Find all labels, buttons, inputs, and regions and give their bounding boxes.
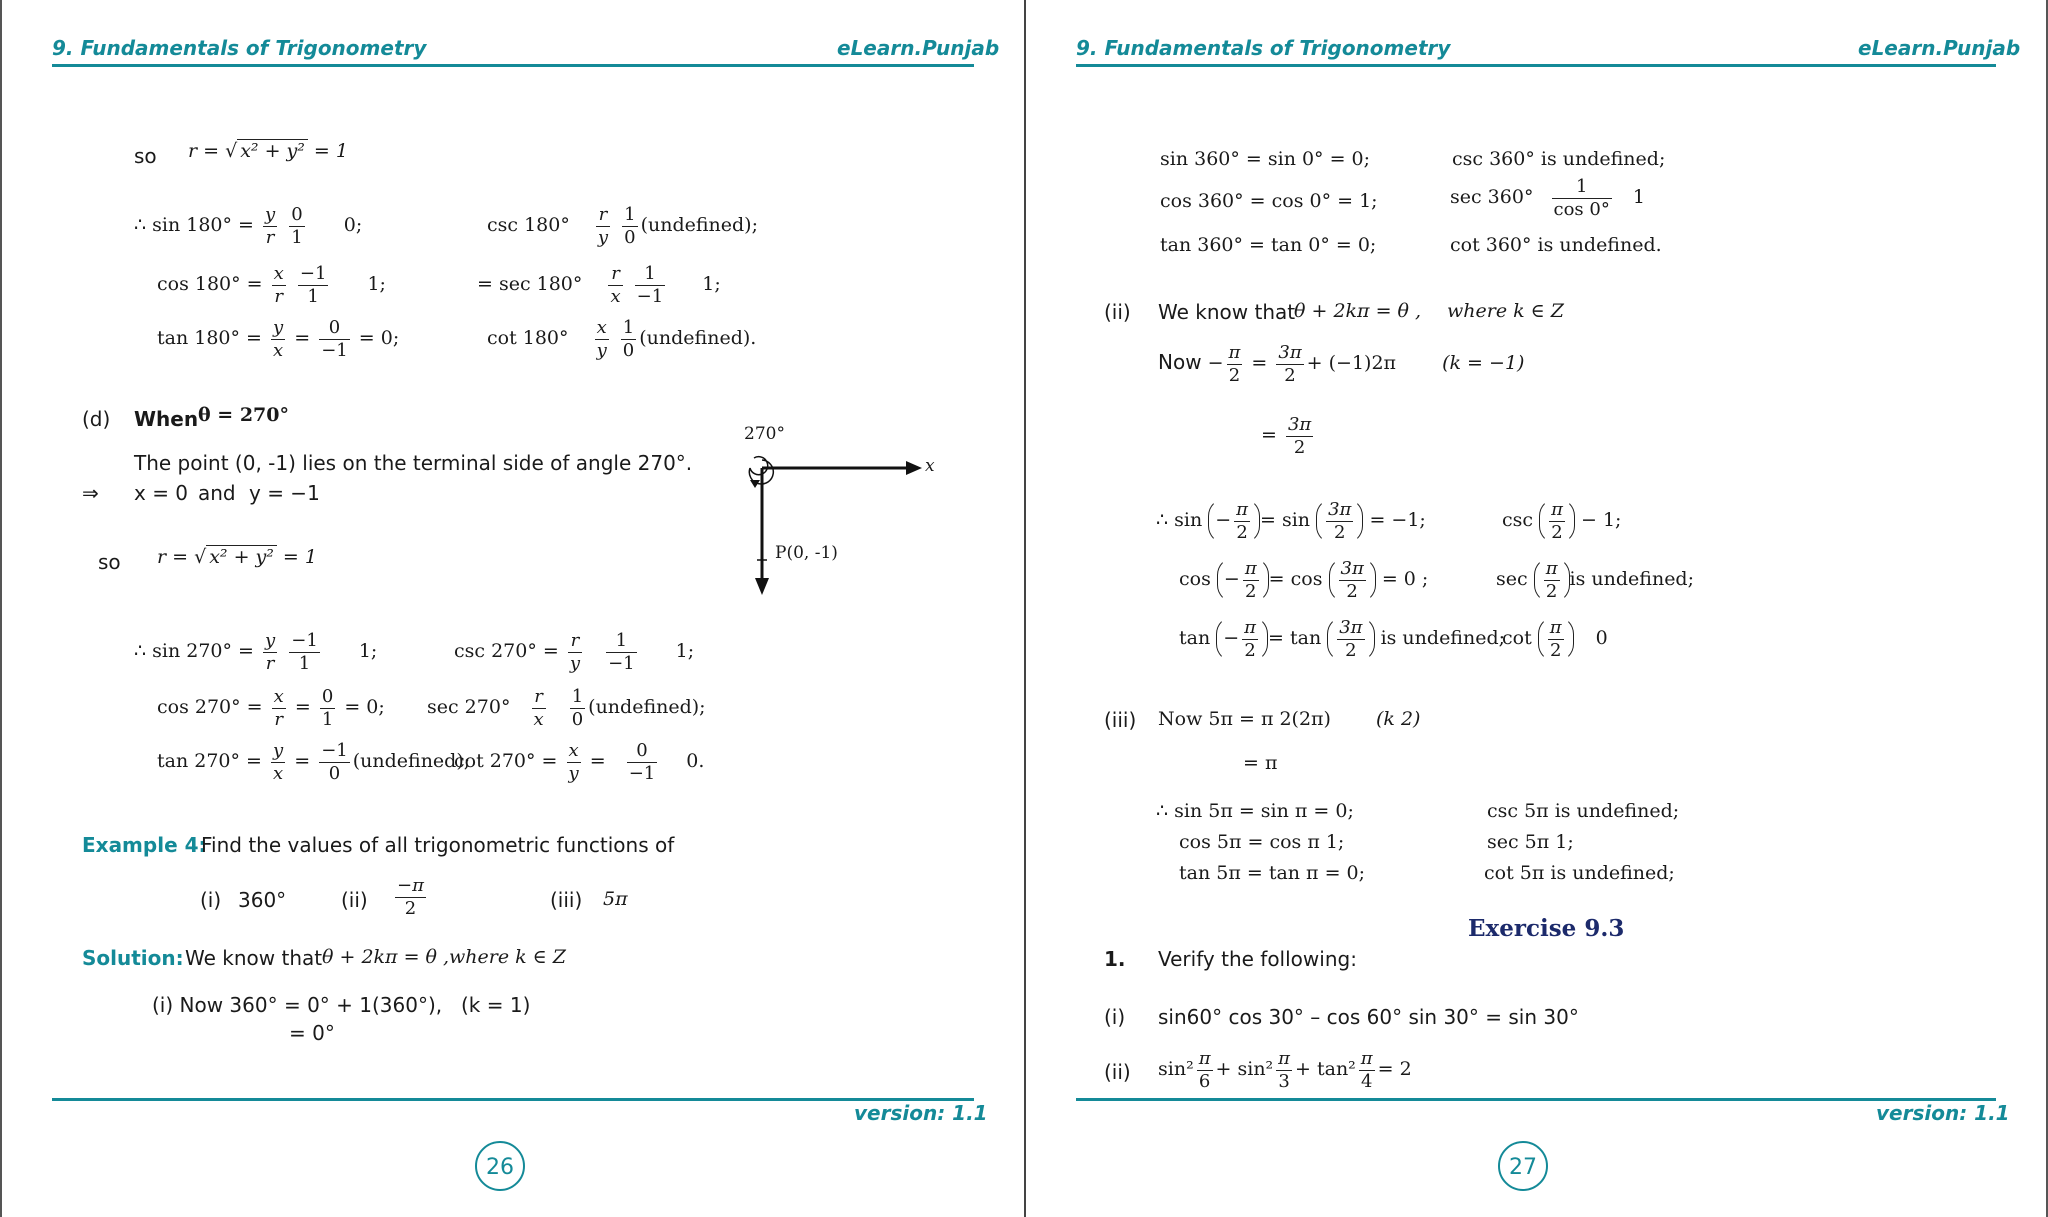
- so-label-2: so: [98, 550, 121, 574]
- page-number: 26: [475, 1141, 525, 1191]
- theta-270: θ = 270°: [198, 404, 289, 426]
- option-ii-label: (ii): [341, 888, 368, 912]
- page-number: 27: [1498, 1141, 1548, 1191]
- chapter-title: 9. Fundamentals of Trigonometry: [52, 36, 427, 60]
- part-ii-label: (ii): [1104, 300, 1131, 324]
- version-label: version: 1.1: [854, 1101, 988, 1125]
- tan-neg-pi-2-line: tan − $\frac{\pi}{2}$ = tan $\frac{3\pi}{2}$ is undefined;: [1179, 617, 1506, 661]
- part-iii-result: = π: [1243, 752, 1278, 774]
- option-iii-value: 5π: [603, 888, 628, 910]
- solution-text: We know that: [185, 946, 323, 970]
- csc-180-line: csc 180° $\frac{r}{y}$ $\frac{1}{0}$ (undefined);: [487, 204, 758, 248]
- figure-point-label: P(0, -1): [775, 543, 838, 563]
- solution-label: Solution:: [82, 946, 184, 970]
- cot-180-line: cot 180° $\frac{x}{y}$ $\frac{1}{0}$ (undefined).: [487, 317, 757, 361]
- footer-rule: [1076, 1098, 1996, 1101]
- point-statement: The point (0, -1) lies on the terminal side of angle 270°.: [134, 451, 693, 475]
- figure-x-axis-label: x: [925, 456, 935, 476]
- example-4-label: Example 4:: [82, 833, 207, 857]
- question-i-text: sin60° cos 30° – cos 60° sin 30° = sin 30°: [1158, 1005, 1579, 1029]
- part-ii-where: where k ∈ Z: [1447, 300, 1564, 322]
- question-ii-equation: sin² $\frac{\pi}{6}$ + sin² $\frac{\pi}{3}$ + tan² $\frac{\pi}{4}$ = 2: [1158, 1048, 1412, 1092]
- x-value: x = 0: [134, 481, 189, 505]
- question-1-text: Verify the following:: [1158, 947, 1357, 971]
- brand-name: eLearn.Punjab: [837, 36, 1000, 60]
- part-d-label: (d): [82, 407, 111, 431]
- cos-neg-pi-2-line: cos − $\frac{\pi}{2}$ = cos $\frac{3\pi}{2}$ = 0 ;: [1179, 558, 1429, 602]
- cos-360-line: cos 360° = cos 0° = 1;: [1160, 190, 1378, 212]
- part-i-line: (i) Now 360° = 0° + 1(360°),: [152, 993, 443, 1017]
- brand-name: eLearn.Punjab: [1858, 36, 2021, 60]
- radius-equation-2: r = √ x² + y² = 1: [157, 546, 317, 568]
- implies-symbol: ⇒: [82, 481, 99, 505]
- csc-360-line: csc 360° is undefined;: [1452, 148, 1666, 170]
- cot-neg-pi-2-line: cot $\frac{\pi}{2}$ 0: [1502, 617, 1608, 661]
- option-i-label: (i): [200, 888, 222, 912]
- example-4-text: Find the values of all trigonometric functions of: [201, 833, 675, 857]
- exercise-heading: Exercise 9.3: [1468, 915, 1625, 942]
- when-label: When: [134, 407, 199, 431]
- header-rule: [52, 64, 974, 67]
- tan-360-line: tan 360° = tan 0° = 0;: [1160, 234, 1377, 256]
- cos-180-line: cos 180° = $\frac{x}{r}$ $\frac{-1}{1}$ 1;: [157, 263, 386, 307]
- sec-270-line: sec 270° $\frac{r}{x}$ $\frac{1}{0}$ (undefined);: [427, 686, 706, 730]
- csc-270-line: csc 270° = $\frac{r}{y}$ $\frac{1}{-1}$ 1;: [454, 630, 695, 674]
- option-iii-label: (iii): [550, 888, 583, 912]
- tan-5pi-line: tan 5π = tan π = 0;: [1179, 862, 1366, 884]
- sec-5pi-line: sec 5π 1;: [1487, 831, 1574, 853]
- y-value: y = −1: [249, 481, 320, 505]
- part-ii-result: = $\frac{3\pi}{2}$: [1261, 414, 1312, 458]
- and-word: and: [198, 481, 236, 505]
- cot-270-line: cot 270° = $\frac{x}{y}$ = $\frac{0}{-1}$ 0.: [454, 740, 705, 784]
- header-rule: [1076, 64, 1996, 67]
- option-ii-value: $\frac{-\pi}{2}$: [397, 875, 424, 919]
- question-1-number: 1.: [1104, 947, 1126, 971]
- cos-270-line: cos 270° = $\frac{x}{r}$ = $\frac{0}{1}$ = 0;: [157, 686, 385, 730]
- part-ii-identity: θ + 2kπ = θ ,: [1294, 300, 1422, 322]
- sec-neg-pi-2-line: sec $\frac{\pi}{2}$ is undefined;: [1496, 558, 1694, 602]
- question-i-label: (i): [1104, 1005, 1126, 1029]
- sec-180-line: = sec 180° $\frac{r}{x}$ $\frac{1}{-1}$ 1;: [477, 263, 721, 307]
- part-iii-label: (iii): [1104, 708, 1137, 732]
- radius-equation: r = √ x² + y² = 1: [188, 140, 348, 162]
- solution-where: where k ∈ Z: [449, 946, 566, 968]
- csc-neg-pi-2-line: csc $\frac{\pi}{2}$ − 1;: [1502, 499, 1622, 543]
- version-label: version: 1.1: [1876, 1101, 2010, 1125]
- figure-angle-label: 270°: [744, 424, 785, 444]
- cot-5pi-line: cot 5π is undefined;: [1484, 862, 1675, 884]
- tan-270-line: tan 270° = $\frac{y}{x}$ = $\frac{-1}{0}$ (undefined);: [157, 740, 471, 784]
- sec-360-line: sec 360° $\frac{1}{\cos 0^\circ}$ 1: [1450, 176, 1645, 220]
- chapter-title: 9. Fundamentals of Trigonometry: [1076, 36, 1451, 60]
- part-iii-k: (k 2): [1376, 708, 1421, 730]
- csc-5pi-line: csc 5π is undefined;: [1487, 800, 1680, 822]
- part-iii-text: Now 5π = π 2(2π): [1158, 708, 1331, 730]
- part-ii-now-line: Now − $\frac{\pi}{2}$ = $\frac{3\pi}{2}$ + (−1)2π (k = −1): [1158, 342, 1525, 386]
- angle-270-figure: [722, 420, 942, 600]
- sin-neg-pi-2-line: ∴ sin − $\frac{\pi}{2}$ = sin $\frac{3\pi}{2}$ = −1;: [1156, 499, 1426, 543]
- part-i-result: = 0°: [289, 1021, 335, 1045]
- solution-identity: θ + 2kπ = θ ,: [322, 946, 450, 968]
- footer-rule: [52, 1098, 974, 1101]
- sin-5pi-line: ∴ sin 5π = sin π = 0;: [1156, 800, 1354, 822]
- so-label: so: [134, 144, 157, 168]
- tan-180-line: tan 180° = $\frac{y}{x}$ = $\frac{0}{-1}$ = 0;: [157, 317, 400, 361]
- cos-5pi-line: cos 5π = cos π 1;: [1179, 831, 1345, 853]
- sin-360-line: sin 360° = sin 0° = 0;: [1160, 148, 1371, 170]
- sin-270-line: ∴ sin 270° = $\frac{y}{r}$ $\frac{-1}{1}$ 1;: [134, 630, 378, 674]
- cot-360-line: cot 360° is undefined.: [1450, 234, 1662, 256]
- page-27: [1026, 0, 2048, 1217]
- question-ii-label: (ii): [1104, 1060, 1131, 1084]
- part-ii-text: We know that: [1158, 300, 1296, 324]
- option-i-value: 360°: [238, 888, 287, 912]
- part-i-k: (k = 1): [461, 993, 531, 1017]
- sin-180-line: ∴ sin 180° = $\frac{y}{r}$ $\frac{0}{1}$ 0;: [134, 204, 363, 248]
